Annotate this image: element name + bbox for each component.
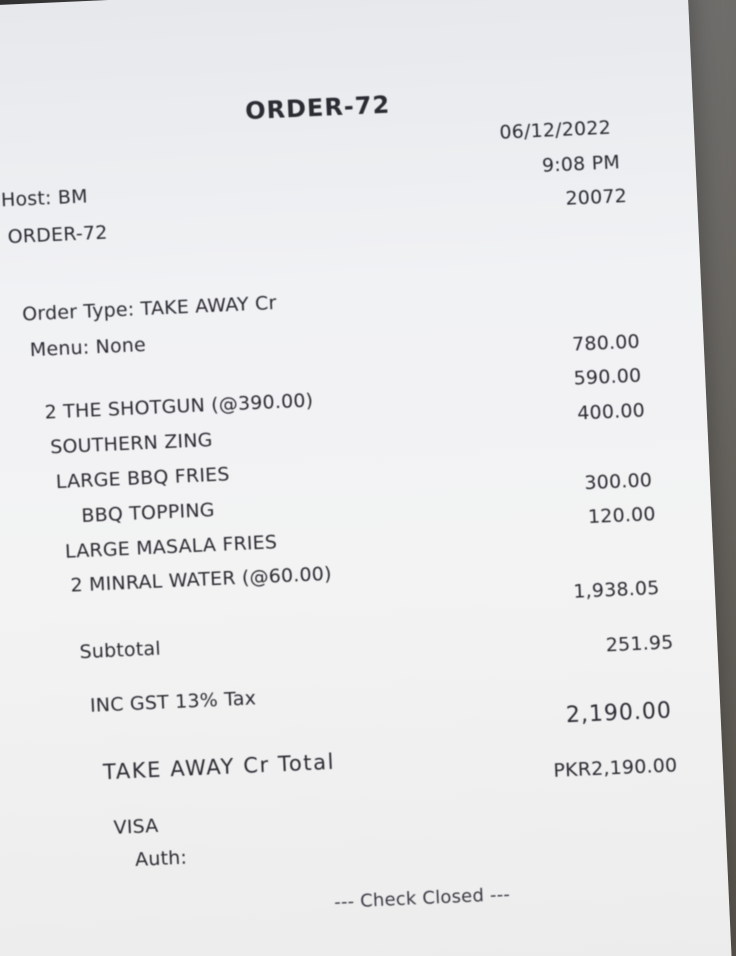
item-label: SOUTHERN ZING [49,429,214,459]
item-amount: 780.00 [571,330,641,356]
item-label: 2 THE SHOTGUN (@390.00) [44,389,314,424]
order-number: 20072 [565,184,628,210]
item-modifier-label: BBQ TOPPING [80,499,216,528]
receipt-title: ORDER-72 [244,90,391,126]
item-amount: 300.00 [583,469,653,495]
subtotal-label: Subtotal [79,637,162,664]
tax-amount: 251.95 [605,631,674,657]
order-date: 06/12/2022 [498,116,612,144]
payment-method: VISA [113,814,159,839]
payment-amount: PKR2,190.00 [552,754,678,782]
item-label: LARGE BBQ FRIES [55,463,231,494]
item-label: LARGE MASALA FRIES [64,531,278,563]
item-label: 2 MINRAL WATER (@60.00) [70,562,333,597]
menu-label: Menu: None [29,333,147,362]
total-label: TAKE AWAY Cr Total [102,749,336,785]
order-time: 9:08 PM [541,151,621,177]
check-closed-footer: --- Check Closed --- [333,883,511,913]
auth-label: Auth: [134,846,188,871]
order-id: ORDER-72 [7,221,108,249]
item-amount: 400.00 [576,399,646,425]
tax-label: INC GST 13% Tax [89,687,257,717]
total-amount: 2,190.00 [565,698,673,729]
subtotal-amount: 1,938.05 [572,576,661,603]
item-amount: 590.00 [573,364,642,390]
order-type: Order Type: TAKE AWAY Cr [21,291,277,326]
item-amount: 120.00 [587,503,657,529]
host-label: Host: BM [0,185,89,212]
